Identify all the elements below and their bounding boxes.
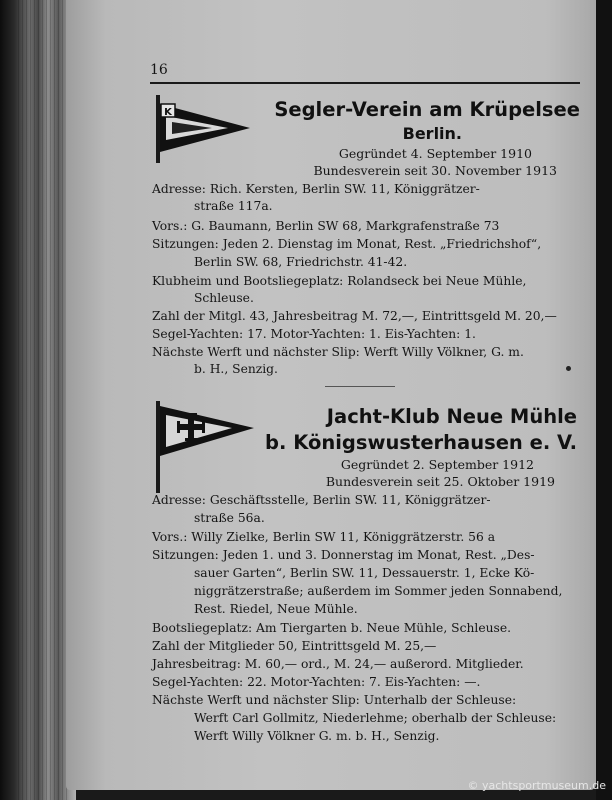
- club1-bundesverein: Bundesverein seit 30. November 1913: [313, 163, 557, 178]
- club2-line: Nächste Werft und nächster Slip: Unterhalb der Schleuse:: [152, 693, 517, 707]
- club1-line: Adresse: Rich. Kersten, Berlin SW. 11, Königgrätzer-: [152, 182, 480, 196]
- club2-line: Rest. Riedel, Neue Mühle.: [194, 602, 358, 616]
- club1-title: Segler-Verein am Krüpelsee: [274, 98, 580, 121]
- club2-line: Adresse: Geschäftsstelle, Berlin SW. 11, Königgrätzer-: [152, 493, 491, 507]
- club2-title-line1: Jacht-Klub Neue Mühle: [326, 405, 577, 428]
- club1-founded: Gegründet 4. September 1910: [338, 146, 532, 161]
- club1-line: Nächste Werft und nächster Slip: Werft Willy Völkner, G. m.: [152, 345, 524, 359]
- club2-bundesverein: Bundesverein seit 25. Oktober 1919: [325, 474, 555, 489]
- book-spine: [0, 0, 76, 800]
- club2-pennant-icon: [150, 398, 260, 494]
- club1-line: b. H., Senzig.: [194, 362, 278, 376]
- club2-line: sauer Garten“, Berlin SW. 11, Dessauerstr. 1, Ecke Kö-: [194, 566, 535, 580]
- page-number: 16: [150, 62, 168, 78]
- club2-title-line2: b. Königswusterhausen e. V.: [265, 431, 577, 454]
- club2-line: Segel-Yachten: 22. Motor-Yachten: 7. Eis-Yachten: —.: [152, 675, 481, 689]
- club1-line: straße 117a.: [194, 199, 273, 213]
- club2-line: niggrätzerstraße; außerdem im Sommer jeden Sonnabend,: [194, 584, 563, 598]
- club1-line: Schleuse.: [194, 291, 254, 305]
- club2-line: Zahl der Mitglieder 50, Eintrittsgeld M. 25,—: [152, 639, 437, 653]
- club2-line: Vors.: Willy Zielke, Berlin SW 11, Königgrätzerstr. 56 a: [152, 530, 496, 544]
- ink-dot: [566, 366, 571, 371]
- club1-line: Segel-Yachten: 17. Motor-Yachten: 1. Eis-Yachten: 1.: [152, 327, 476, 341]
- club2-line: Sitzungen: Jeden 1. und 3. Donnerstag im Monat, Rest. „Des-: [152, 548, 535, 562]
- club1-line: Vors.: G. Baumann, Berlin SW 68, Markgrafenstraße 73: [152, 219, 500, 233]
- club1-line: Sitzungen: Jeden 2. Dienstag im Monat, Rest. „Friedrichshof“,: [152, 237, 542, 251]
- header-rule: [150, 82, 580, 84]
- club1-city: Berlin.: [402, 124, 462, 143]
- club1-pennant-letter: K: [164, 107, 172, 118]
- club2-line: Werft Carl Gollmitz, Niederlehme; oberhalb der Schleuse:: [194, 711, 557, 725]
- club1-pennant-icon: [150, 92, 256, 164]
- club1-line: Zahl der Mitgl. 43, Jahresbeitrag M. 72,—, Eintrittsgeld M. 20,—: [152, 309, 557, 323]
- club2-line: Werft Willy Völkner G. m. b. H., Senzig.: [194, 729, 440, 743]
- club2-founded: Gegründet 2. September 1912: [340, 457, 534, 472]
- club2-line: Bootsliegeplatz: Am Tiergarten b. Neue Mühle, Schleuse.: [152, 621, 512, 635]
- page-edge-shadow: [596, 0, 612, 800]
- club2-line: Jahresbeitrag: M. 60,— ord., M. 24,— außerord. Mitglieder.: [152, 657, 524, 671]
- club2-line: straße 56a.: [194, 511, 265, 525]
- copyright-watermark: © yachtsportmuseum.de: [467, 779, 606, 792]
- club1-line: Klubheim und Bootsliegeplatz: Rolandseck bei Neue Mühle,: [152, 274, 527, 288]
- club1-line: Berlin SW. 68, Friedrichstr. 41-42.: [194, 255, 408, 269]
- section-separator: [325, 386, 395, 387]
